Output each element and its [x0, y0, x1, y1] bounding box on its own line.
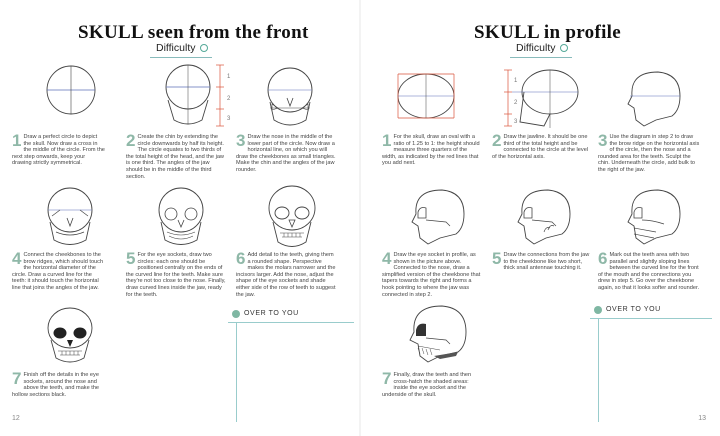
step-4	[12, 249, 106, 292]
difficulty-underline	[150, 57, 212, 58]
page-title: SKULL in profile	[474, 22, 621, 43]
step-text: Add detail to the teeth, giving them a rounded shape. Perspective makes the molars narrower and the incisors larger. Add the nose, adjust the shape of the eye sockets and shade either side of the row of teeth to suggest the jaw.	[236, 252, 336, 298]
step-text: Draw the connections from the jaw to the cheekbone like two short, thick snail antennae touching it.	[503, 252, 590, 272]
front-skull-step1-sketch	[40, 62, 102, 118]
step-number: 6	[236, 249, 246, 268]
front-skull-step5-sketch	[150, 186, 212, 250]
step-number: 2	[126, 131, 136, 150]
over-to-you-label: OVER TO YOU	[606, 306, 661, 313]
over-to-you-dot-icon	[594, 306, 602, 314]
over-to-you-rule	[590, 318, 712, 319]
step-number: 4	[382, 249, 392, 268]
step-3	[598, 131, 702, 174]
proportion-marker-2: 2	[227, 96, 231, 102]
step-2	[126, 131, 226, 180]
profile-skull-step5-sketch	[512, 186, 576, 250]
proportion-marker-2: 2	[514, 100, 518, 106]
profile-skull-step4-sketch	[406, 186, 470, 250]
step-text: Draw the nose in the middle of the lower part of the circle. Now draw a horizontal line, on which you will draw the cheekbones as small triangles. Make the chin and the angles of the jaw rounder.	[236, 134, 336, 173]
front-skull-step7-sketch	[40, 306, 100, 368]
step-number: 7	[12, 369, 22, 388]
difficulty-circle-icon	[200, 44, 208, 52]
profile-skull-step1-sketch	[388, 70, 464, 126]
over-to-you-vertical-rule	[598, 318, 599, 422]
profile-skull-step7-sketch	[404, 302, 474, 368]
step-number: 5	[492, 249, 502, 268]
front-skull-step2-sketch	[150, 62, 240, 134]
step-text: Draw the jawline. It should be one third of the total height and be connected to the circle at the level of the horizontal axis.	[492, 134, 589, 160]
step-text: Connect the cheekbones to the brow ridges, which should touch the horizontal diameter of the circle. Draw a curved line for the teeth: it should touch the horizontal line that joins the angles of the jaw.	[12, 252, 104, 291]
step-text: For the skull, draw an oval with a ratio of 1.25 to 1: the height should measure three quarters of the width, as indicated by the red lines that you add next.	[382, 134, 480, 167]
step-number: 2	[492, 131, 502, 150]
step-number: 4	[12, 249, 22, 268]
difficulty-label	[516, 42, 568, 54]
proportion-marker-1: 1	[227, 74, 231, 80]
step-text: Mark out the teeth area with two parallel and slightly sloping lines between the curved line for the front of the mouth and the connections you drew in step 5. Go over the cheekbone again, so that it looks softer and rounder.	[598, 252, 700, 291]
step-6	[598, 249, 702, 292]
step-1	[382, 131, 482, 167]
front-skull-step6-sketch	[262, 184, 322, 252]
step-number: 1	[12, 131, 22, 150]
profile-skull-step3-sketch	[622, 68, 686, 130]
proportion-marker-3: 3	[514, 119, 518, 125]
profile-skull-step6-sketch	[622, 186, 686, 250]
difficulty-text: Difficulty	[516, 42, 556, 54]
step-text: Finish off the details in the eye sockets, around the nose and above the teeth, and make the hollow sections black.	[12, 372, 100, 398]
step-text: Finally, draw the teeth and then cross-hatch the shaded areas: inside the eye socket and the underside of the skull.	[382, 372, 472, 398]
step-5	[492, 249, 592, 272]
step-number: 7	[382, 369, 392, 388]
difficulty-circle-icon	[560, 44, 568, 52]
step-2	[492, 131, 592, 160]
difficulty-underline	[510, 57, 572, 58]
over-to-you-dot-icon	[232, 310, 240, 318]
over-to-you-label: OVER TO YOU	[244, 310, 299, 317]
step-text: Use the diagram in step 2 to draw the brow ridge on the horizontal axis of the circle, then the nose and a rounded area for the teeth. Sculpt the chin. Underneath the circle, add bulk to the right of the jaw.	[598, 134, 700, 173]
step-text: Create the chin by extending the circle downwards by half its height. The circle equates to two thirds of the total height of the head, and the jaw is one third. The angles of the jaw should be in the middle of the third section.	[126, 134, 224, 180]
page-title: SKULL seen from the front	[78, 22, 309, 43]
proportion-marker-3: 3	[227, 116, 231, 122]
page-number: 12	[12, 415, 20, 422]
front-skull-step3-sketch	[262, 66, 318, 132]
step-1	[12, 131, 106, 167]
step-number: 3	[236, 131, 246, 150]
proportion-marker-1: 1	[514, 78, 518, 84]
step-7	[382, 369, 482, 398]
step-number: 5	[126, 249, 136, 268]
front-skull-step4-sketch	[40, 186, 100, 250]
step-6	[236, 249, 336, 298]
step-7	[12, 369, 106, 398]
page-number: 13	[698, 415, 706, 422]
step-number: 1	[382, 131, 392, 150]
difficulty-text: Difficulty	[156, 42, 196, 54]
over-to-you-vertical-rule	[236, 322, 237, 422]
step-number: 6	[598, 249, 608, 268]
over-to-you-rule	[228, 322, 354, 323]
step-text: Draw a perfect circle to depict the skull. Now draw a cross in the middle of the circle. From the next step onwards, keep your drawing strictly symmetrical.	[12, 134, 105, 167]
right-page	[360, 0, 720, 436]
profile-skull-step2-sketch	[502, 66, 586, 132]
step-number: 3	[598, 131, 608, 150]
step-4	[382, 249, 482, 298]
step-text: Draw the eye socket in profile, as shown in the picture above. Connected to the nose, draw a simplified version of the cheekbone that tapers towards the right and forms a hook pointing to where the jaw was connected in step 2.	[382, 252, 481, 298]
step-text: For the eye sockets, draw two circles: each one should be positioned centrally on the ends of the curved line for the teeth. Make sure they're not too close to the nose. Finally, draw curved lines inside the jaw, ready for the teeth.	[126, 252, 226, 298]
step-5	[126, 249, 226, 298]
difficulty-label	[156, 42, 208, 54]
step-3	[236, 131, 336, 174]
